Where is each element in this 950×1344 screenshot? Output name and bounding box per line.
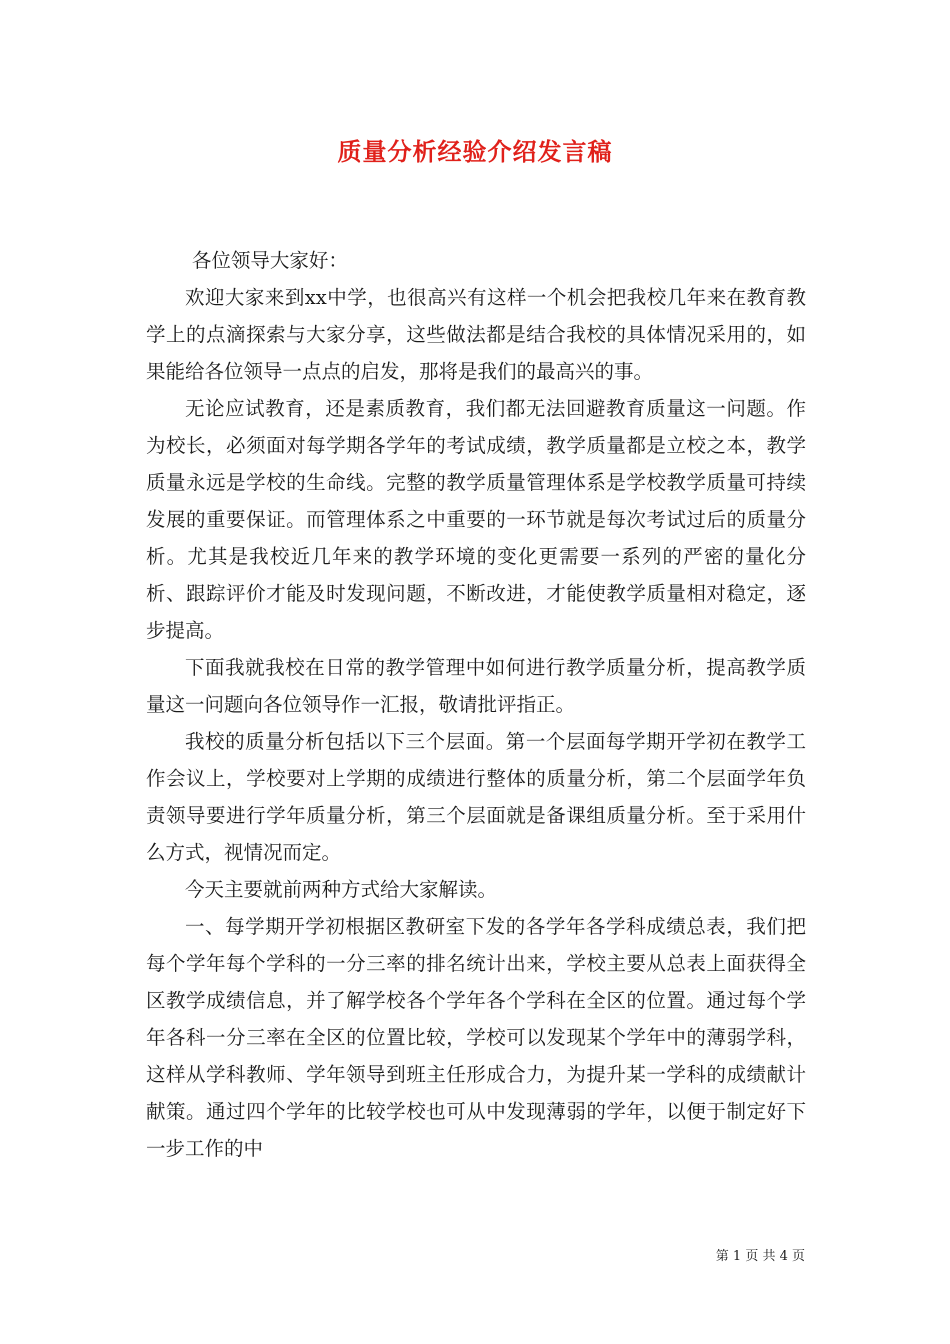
greeting-paragraph: 各位领导大家好： <box>191 249 348 272</box>
document-title: 质量分析经验介绍发言稿 <box>337 137 613 166</box>
three-levels-paragraph: 我校的质量分析包括以下三个层面。第一个层面每学期开学初在教学工作会议上，学校要对上学期的成绩进行整体的质量分析，第二个层面学年负责领导要进行学年质量分析，第三个层面就是备课组质量分析。至于采用什么方式，视情况而定。 <box>146 730 806 864</box>
intro-paragraph: 欢迎大家来到xx中学，也很高兴有这样一个机会把我校几年来在教育教学上的点滴探索与大家分享，这些做法都是结合我校的具体情况采用的，如果能给各位领导一点点的启发，那将是我们的最高兴的事。 <box>146 286 806 383</box>
quality-importance-paragraph: 无论应试教育，还是素质教育，我们都无法回避教育质量这一问题。作为校长，必须面对每学期各学年的考试成绩，教学质量都是立校之本，教学质量永远是学校的生命线。完整的教学质量管理体系是学校教学质量可持续发展的重要保证。而管理体系之中重要的一环节就是每次考试过后的质量分析。尤其是我校近几年来的教学环境的变化更需要一系列的严密的量化分析、跟踪评价才能及时发现问题，不断改进，才能使教学质量相对稳定，逐步提高。 <box>146 397 806 642</box>
today-topic-paragraph: 今天主要就前两种方式给大家解读。 <box>185 878 498 901</box>
report-intro-paragraph: 下面我就我校在日常的教学管理中如何进行教学质量分析，提高教学质量这一问题向各位领导作一汇报，敬请批评指正。 <box>146 656 806 716</box>
page-number-footer: 第 1 页 共 4 页 <box>715 1249 805 1264</box>
section-one-paragraph: 一、每学期开学初根据区教研室下发的各学年各学科成绩总表，我们把每个学年每个学科的一分三率的排名统计出来，学校主要从总表上面获得全区教学成绩信息，并了解学校各个学年各个学科在全区的位置。通过每个学年各科一分三率在全区的位置比较，学校可以发现某个学年中的薄弱学科，这样从学科教师、学年领导到班主任形成合力，为提升某一学科的成绩献计献策。通过四个学年的比较学校也可从中发现薄弱的学年，以便于制定好下一步工作的中 <box>146 915 806 1160</box>
document-body <box>146 242 806 1167</box>
